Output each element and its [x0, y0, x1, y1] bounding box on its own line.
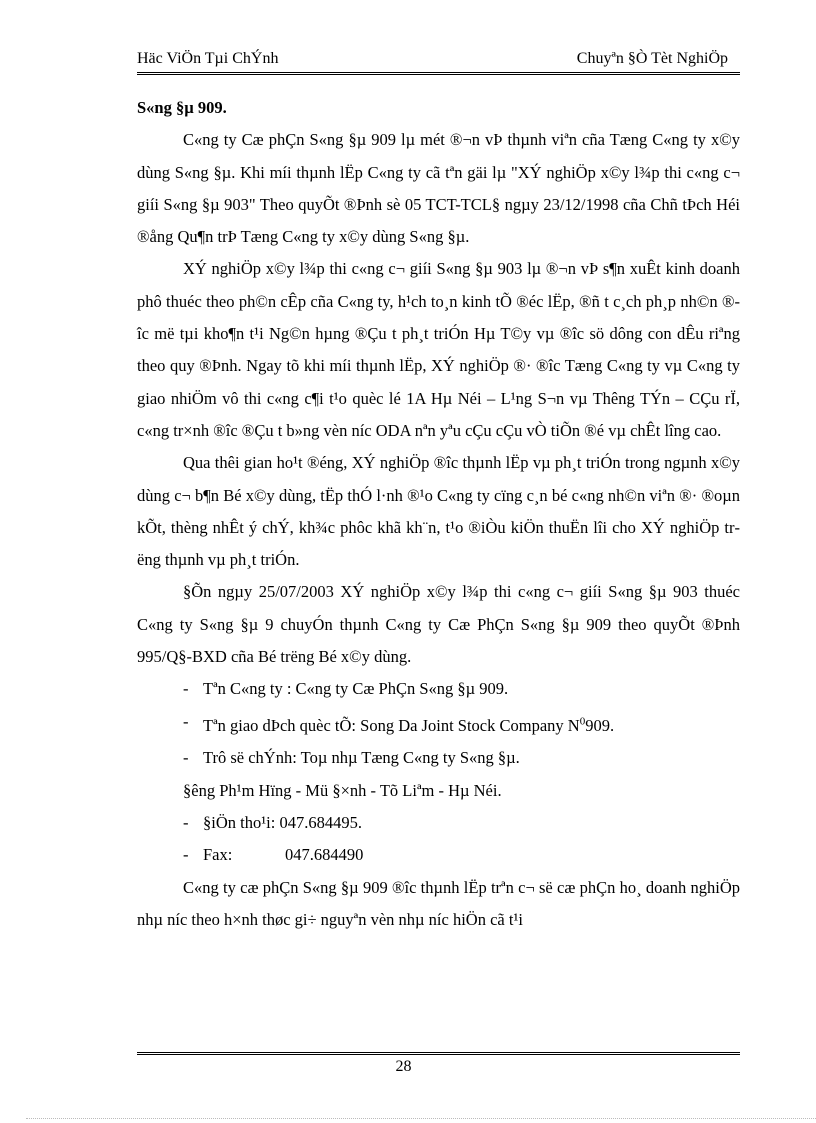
page-header	[137, 48, 740, 72]
header-rule	[137, 72, 740, 75]
footer-rule	[137, 1052, 740, 1055]
list-item: - §iÖn tho¹i: 047.684495.	[183, 813, 362, 833]
page-number: 28	[395, 1058, 412, 1075]
contact-list	[137, 807, 740, 872]
trade-name-tail: 909.	[585, 716, 615, 736]
fax-label: Fax:	[203, 845, 233, 865]
head-office: Trô së chÝnh: Toµ nhµ Tæng C«ng ty S«ng §µ.	[203, 748, 520, 768]
paragraph-5: C«ng ty cæ phÇn S«ng §µ 909 ®îc thµnh lËp trªn c¬ së cæ phÇn ho¸ doanh nghiÖp nhµ níc theo h×nh thøc gi÷ nguyªn vèn nhµ níc hiÖn cã t¹i	[137, 877, 740, 929]
header-institution: Häc ViÖn Tµi ChÝnh	[137, 50, 279, 67]
company-name: Tªn C«ng ty : C«ng ty Cæ PhÇn S«ng §µ 909.	[203, 679, 509, 699]
list-item: - Tªn C«ng ty : C«ng ty Cæ PhÇn S«ng §µ 909.	[183, 679, 509, 699]
paragraph-2: XÝ nghiÖp x©y l¾p thi c«ng c¬ giíi S«ng §µ 903 lµ ®¬n vÞ s¶n xuÊt kinh doanh phô thuéc theo ph©n cÊp cña C«ng ty, h¹ch to¸n kinh tÕ ®éc lËp, ®ñ t c¸ch ph¸p nh©n ®îc më tµi kho¶n t¹i Ng©n hµng ®Çu t ph¸t triÓn Hµ T©y vµ ®îc sö dông con dÊu riªng theo quy ®Þnh. Ngay tõ khi míi thµnh lËp, XÝ nghiÖp ®· ®îc Tæng C«ng ty vµ C«ng ty giao nhiÖm vô thi c«ng c¶i t¹o quèc lé 1A Hµ Néi – L¹ng S¬n vµ Thêng TÝn – CÇu rÏ, c«ng tr×nh ®îc ®Çu t b»ng vèn níc ODA nªn yªu cÇu cÇu vÒ tiÕn ®é vµ chÊt lîng cao.	[137, 259, 740, 440]
list-item: - Trô së chÝnh: Toµ nhµ Tæng C«ng ty S«ng §µ.	[183, 748, 520, 768]
page-body	[137, 92, 740, 936]
company-info-list	[137, 673, 740, 774]
paragraph-4: §Õn ngµy 25/07/2003 XÝ nghiÖp x©y l¾p thi c«ng c¬ giíi S«ng §µ 903 thuéc C«ng ty S«ng §µ 9 chuyÓn thµnh C«ng ty Cæ PhÇn S«ng §µ 909 theo quyÕt ®Þnh 995/Q§-BXD cña Bé trëng Bé x©y dùng.	[137, 582, 740, 667]
fax-number: 047.684490	[285, 845, 364, 865]
trade-name: Tªn giao dÞch quèc tÕ: Song Da Joint Stock Company N	[203, 716, 580, 736]
page-bottom-divider	[26, 1118, 816, 1119]
phone-number: §iÖn tho¹i: 047.684495.	[203, 813, 362, 833]
list-item: - Fax: 047.684490	[137, 839, 740, 871]
trade-name-superscript: 0	[579, 715, 586, 728]
section-heading: S«ng §µ 909.	[137, 98, 227, 117]
paragraph-1: C«ng ty Cæ phÇn S«ng §µ 909 lµ mét ®¬n vÞ thµnh viªn cña Tæng C«ng ty x©y dùng S«ng §µ. Khi míi thµnh lËp C«ng ty cã tªn gäi lµ "XÝ nghiÖp x©y l¾p thi c«ng c¬ giíi S«ng §µ 903" Theo quyÕt ®Þnh sè 05 TCT-TCL§ ngµy 23/12/1998 cña Chñ tÞch Héi ®ång Qu¶n trÞ Tæng C«ng ty x©y dùng S«ng §µ.	[137, 130, 740, 247]
header-document-type: Chuyªn §Ò Tèt NghiÖp	[576, 50, 728, 67]
list-item: - Tªn giao dÞch quèc tÕ: Song Da Joint Stock Company $N^0909$.	[183, 711, 615, 736]
paragraph-3: Qua thêi gian ho¹t ®éng, XÝ nghiÖp ®îc thµnh lËp vµ ph¸t triÓn trong ngµnh x©y dùng c¬ b¶n Bé x©y dùng, tËp thÓ l·nh ®¹o C«ng ty cïng c¸n bé c«ng nh©n viªn ®· ®oµn kÕt, thèng nhÊt ý chÝ, kh¾c phôc khã kh¨n, t¹o ®iÒu kiÖn thuËn lîi cho XÝ nghiÖp trëng thµnh vµ ph¸t triÓn.	[137, 453, 740, 570]
address-line: §êng Ph¹m Hïng - Mü §×nh - Tõ Liªm - Hµ Néi.	[183, 780, 502, 800]
